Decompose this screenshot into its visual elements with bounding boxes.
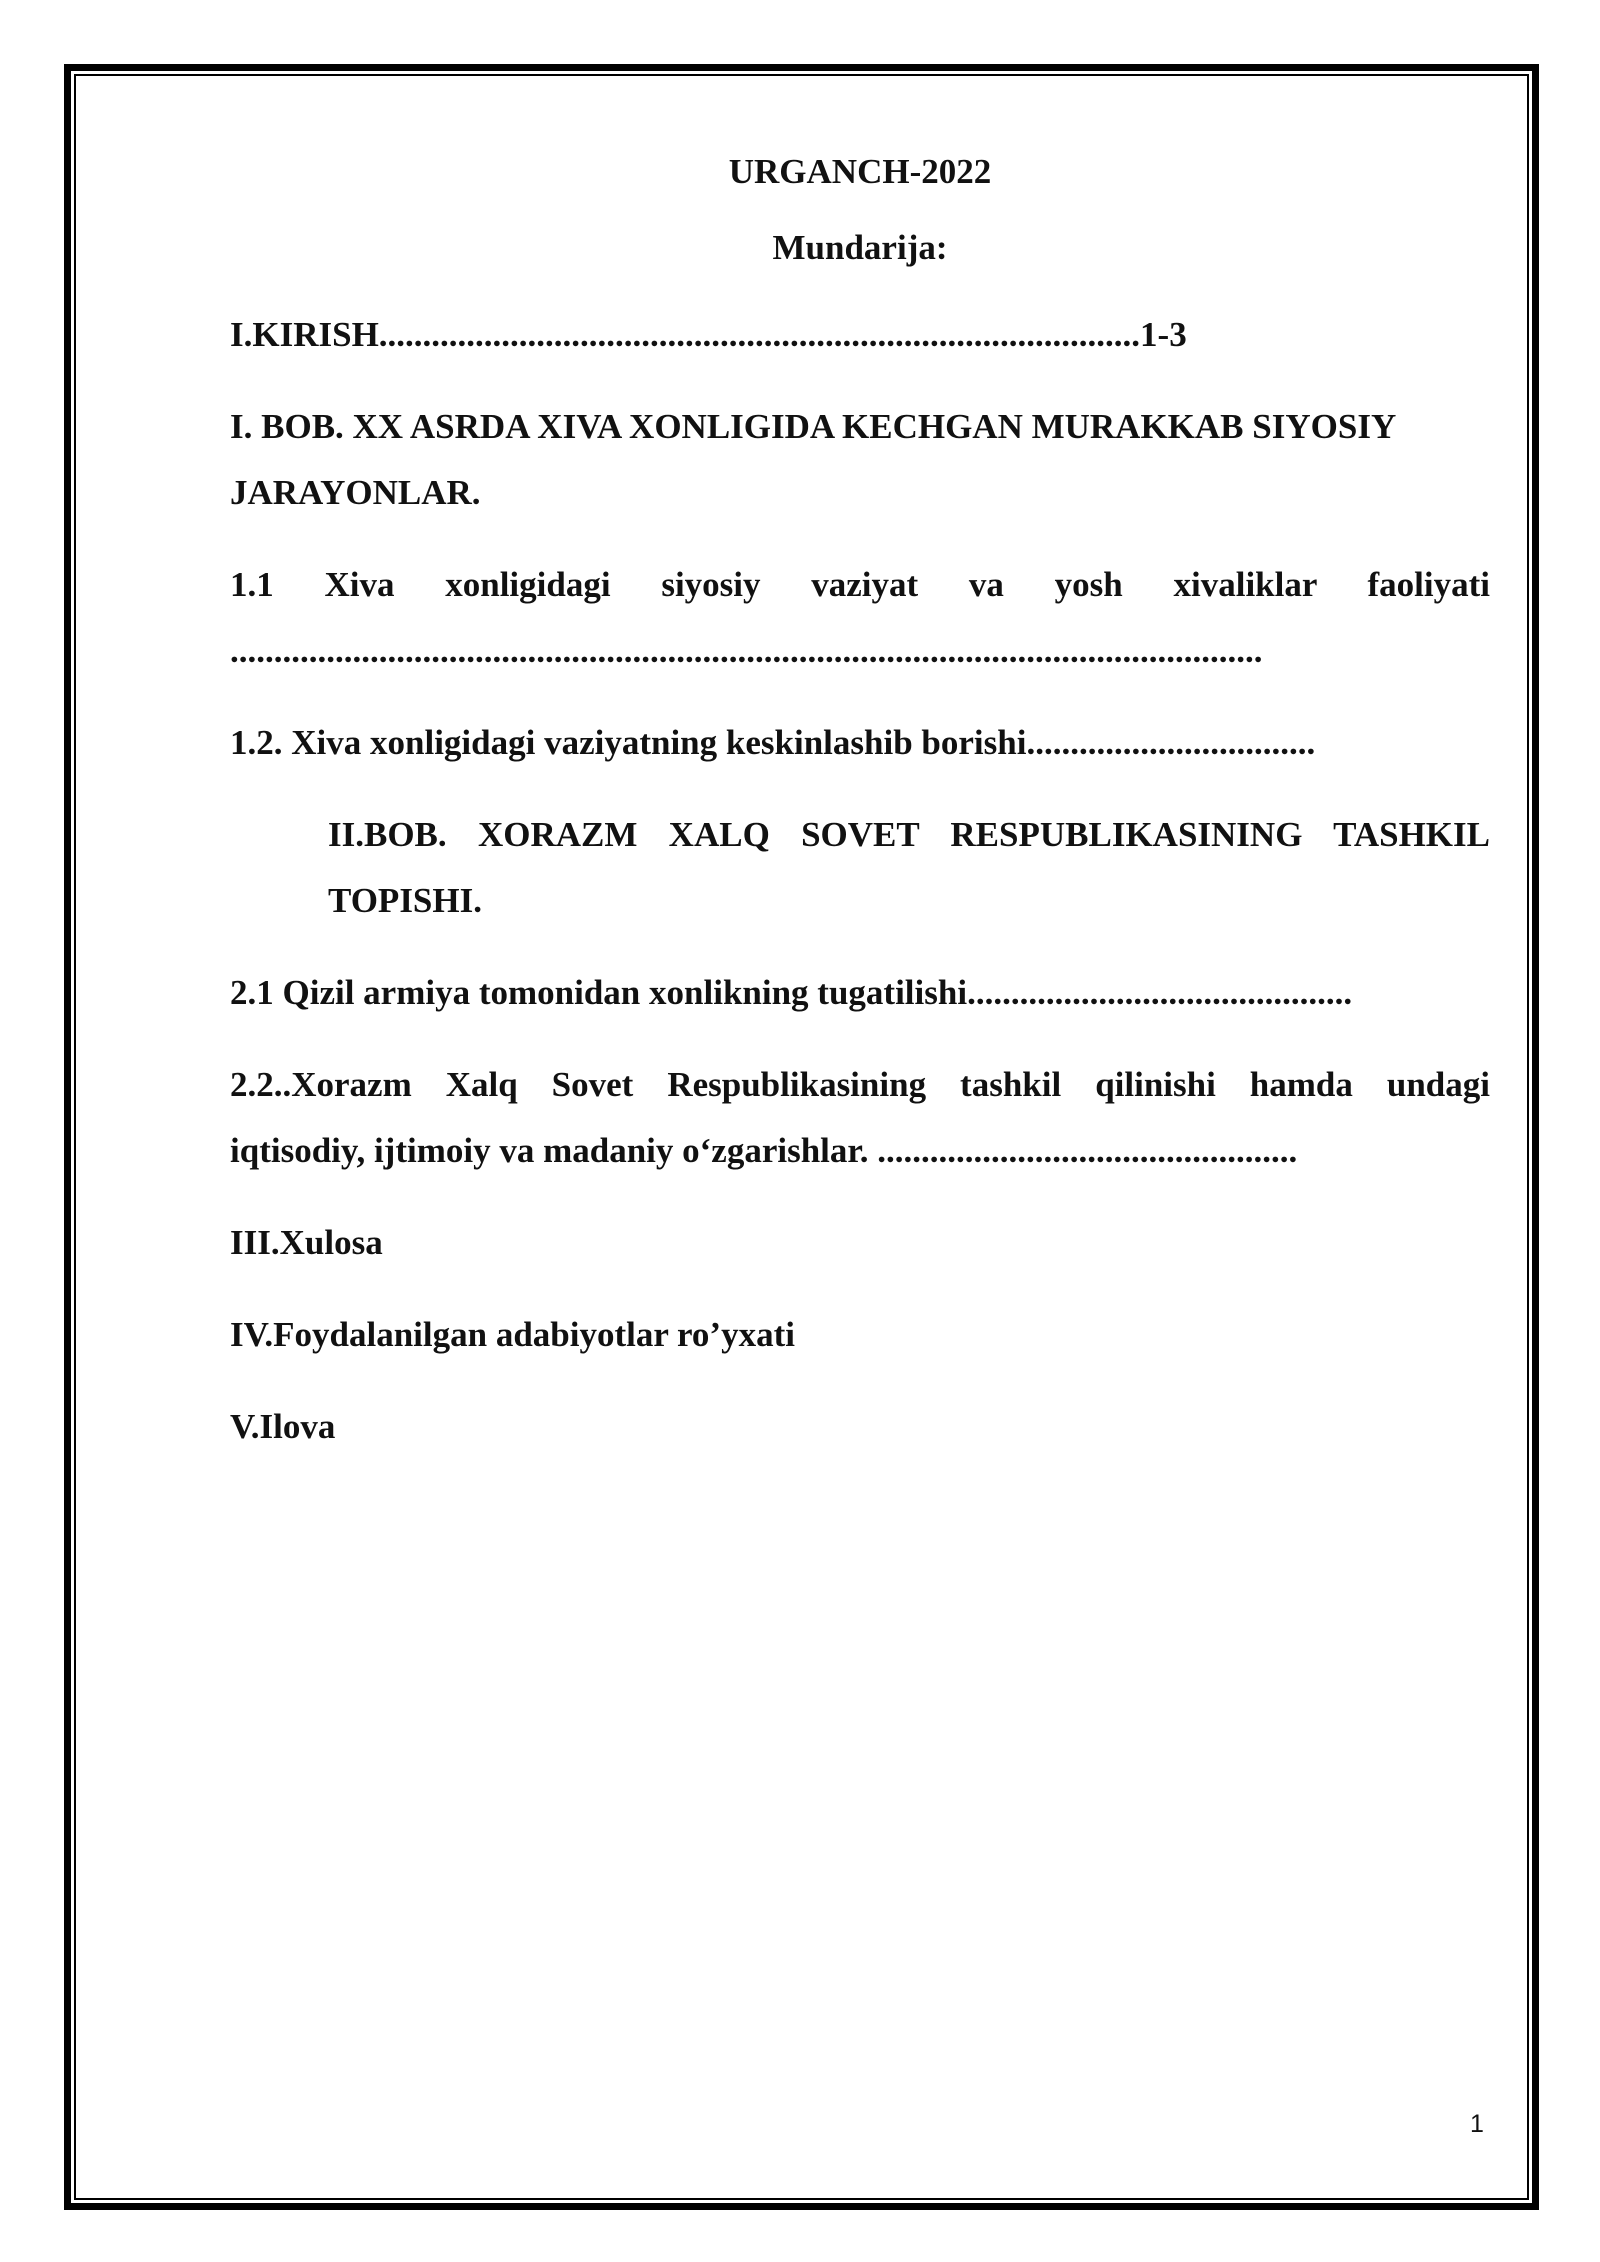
toc-title: Mundarija: [772, 228, 948, 267]
toc-entry-bob-1[interactable]: I. BOB. XX ASRDA XIVA XONLIGIDA KECHGAN MURAKKAB SIYOSIY JARAYONLAR. [230, 407, 1397, 512]
document-content [230, 150, 1490, 1486]
city-year-heading: URGANCH-2022 [728, 152, 992, 191]
toc-entry-1-2[interactable]: 1.2. Xiva xonligidagi vaziyatning keskinlashib borishi................................. [230, 723, 1316, 762]
toc-entry-kirish[interactable]: I.KIRISH.......................................................................................1-3 [230, 315, 1187, 354]
page-number: 1 [1470, 2110, 1484, 2138]
toc-entry-xulosa[interactable]: III.Xulosa [230, 1223, 383, 1262]
toc-entry-ilova[interactable]: V.Ilova [230, 1407, 336, 1446]
toc-entry-2-2-line1: 2.2..Xorazm Xalq Sovet Respublikasining tashkil qilinishi hamda undagi [230, 1065, 1490, 1104]
toc-entry-2-2[interactable]: 2.2..Xorazm Xalq Sovet Respublikasining tashkil qilinishi hamda undagi iqtisodiy, ijtimoiy va madaniy o‘zgarishlar. ................................................ [230, 1052, 1490, 1184]
toc-entry-1-1[interactable] [230, 552, 1490, 684]
toc-entry-bob-2-line1: II.BOB. XORAZM XALQ SOVET RESPUBLIKASINING TASHKIL [328, 815, 1490, 854]
toc-entry-1-1-leader: ...................................................................................................................... [230, 631, 1263, 670]
toc-entry-bob-2[interactable]: II.BOB. XORAZM XALQ SOVET RESPUBLIKASINING TASHKIL TOPISHI. [230, 802, 1490, 934]
toc-entry-2-1[interactable]: 2.1 Qizil armiya tomonidan xonlikning tugatilishi............................................ [230, 973, 1353, 1012]
toc-entry-1-1-line1: 1.1 Xiva xonligidagi siyosiy vaziyat va yosh xivaliklar faoliyati [230, 565, 1490, 604]
toc-entry-adabiyotlar[interactable]: IV.Foydalanilgan adabiyotlar ro’yxati [230, 1315, 795, 1354]
